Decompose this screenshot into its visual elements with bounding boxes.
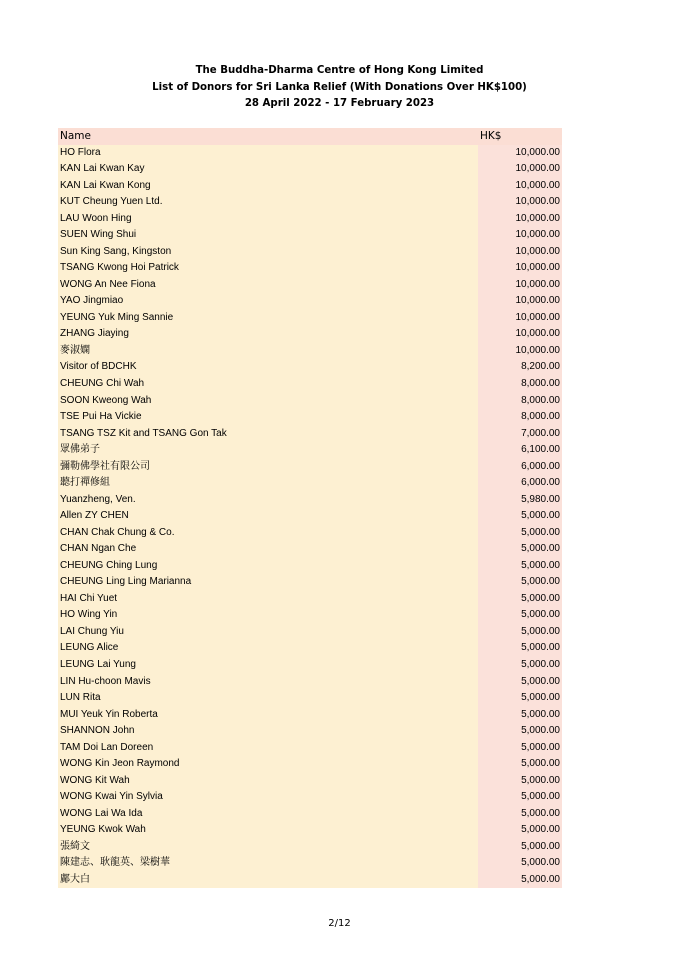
donation-amount: 5,000.00 [478,707,562,724]
table-row [58,789,562,806]
table-row [58,740,562,757]
donor-name: TSANG TSZ Kit and TSANG Gon Tak [58,426,478,443]
table-row [58,574,562,591]
donation-amount: 5,000.00 [478,822,562,839]
donation-amount: 5,000.00 [478,839,562,856]
table-row [58,855,562,872]
table-row [58,310,562,327]
donation-amount: 5,000.00 [478,541,562,558]
donation-amount: 5,000.00 [478,607,562,624]
document-header [0,63,679,113]
donation-amount: 10,000.00 [478,194,562,211]
donor-name: LEUNG Lai Yung [58,657,478,674]
donor-name: 眾佛弟子 [58,442,478,459]
table-row [58,442,562,459]
donation-amount: 5,000.00 [478,624,562,641]
donation-amount: 5,000.00 [478,508,562,525]
table-row [58,508,562,525]
donation-amount: 10,000.00 [478,293,562,310]
organization-name: The Buddha-Dharma Centre of Hong Kong Limited [195,65,484,76]
donor-name: LIN Hu-choon Mavis [58,674,478,691]
donor-name: WONG Lai Wa Ida [58,806,478,823]
donation-amount: 10,000.00 [478,145,562,162]
donation-amount: 10,000.00 [478,161,562,178]
donor-name: SHANNON John [58,723,478,740]
donation-amount: 5,000.00 [478,657,562,674]
donor-name: KAN Lai Kwan Kong [58,178,478,195]
donation-amount: 8,000.00 [478,409,562,426]
donation-amount: 8,200.00 [478,359,562,376]
donor-name: TAM Doi Lan Doreen [58,740,478,757]
amount-column-header: HK$ [478,128,562,145]
donation-amount: 5,000.00 [478,690,562,707]
donor-table [58,128,562,888]
table-row [58,211,562,228]
donor-name: MUI Yeuk Yin Roberta [58,707,478,724]
table-row [58,839,562,856]
table-row [58,393,562,410]
table-row [58,409,562,426]
table-row [58,558,562,575]
donor-name: HO Flora [58,145,478,162]
date-range: 28 April 2022 - 17 February 2023 [244,98,435,109]
donor-name: HO Wing Yin [58,607,478,624]
table-row [58,227,562,244]
donation-amount: 5,000.00 [478,558,562,575]
table-row [58,475,562,492]
donor-name: CHEUNG Ling Ling Marianna [58,574,478,591]
donation-amount: 5,000.00 [478,756,562,773]
donor-name: SUEN Wing Shui [58,227,478,244]
donation-amount: 8,000.00 [478,376,562,393]
donation-amount: 5,000.00 [478,640,562,657]
table-row [58,426,562,443]
donor-name: SOON Kweong Wah [58,393,478,410]
donation-amount: 5,000.00 [478,789,562,806]
donor-name: 彌勒佛學社有限公司 [58,459,478,476]
table-row [58,326,562,343]
donor-name: CHEUNG Ching Lung [58,558,478,575]
donor-name: ZHANG Jiaying [58,326,478,343]
donation-amount: 6,000.00 [478,475,562,492]
donor-name: Allen ZY CHEN [58,508,478,525]
donor-name: TSANG Kwong Hoi Patrick [58,260,478,277]
donor-name: CHEUNG Chi Wah [58,376,478,393]
page-number: 2/12 [328,918,351,929]
donation-amount: 5,000.00 [478,773,562,790]
donor-name: 張綺文 [58,839,478,856]
donation-amount: 6,000.00 [478,459,562,476]
donation-amount: 5,000.00 [478,591,562,608]
donor-name: LAU Woon Hing [58,211,478,228]
donation-amount: 10,000.00 [478,178,562,195]
table-row [58,591,562,608]
donor-name: Visitor of BDCHK [58,359,478,376]
donor-name: LUN Rita [58,690,478,707]
table-row [58,194,562,211]
donation-amount: 8,000.00 [478,393,562,410]
donor-name: 麥淑嫻 [58,343,478,360]
table-row [58,657,562,674]
table-row [58,872,562,889]
table-row [58,690,562,707]
table-row [58,459,562,476]
donation-amount: 5,000.00 [478,674,562,691]
donor-name: HAI Chi Yuet [58,591,478,608]
table-row [58,492,562,509]
donor-name: KUT Cheung Yuen Ltd. [58,194,478,211]
donation-amount: 10,000.00 [478,211,562,228]
donor-name: 鄺大白 [58,872,478,889]
document-title: List of Donors for Sri Lanka Relief (With Donations Over HK$100) [152,81,527,93]
name-column-header: Name [58,128,478,145]
table-row [58,525,562,542]
table-row [58,293,562,310]
donation-amount: 5,000.00 [478,872,562,889]
donor-name: 聽打禪修組 [58,475,478,492]
donation-amount: 10,000.00 [478,326,562,343]
donor-name: Sun King Sang, Kingston [58,244,478,261]
table-row [58,161,562,178]
table-row [58,277,562,294]
table-row [58,607,562,624]
donation-amount: 10,000.00 [478,343,562,360]
donation-amount: 10,000.00 [478,310,562,327]
table-row [58,806,562,823]
table-row [58,640,562,657]
table-row [58,822,562,839]
table-row [58,260,562,277]
donation-amount: 10,000.00 [478,227,562,244]
table-row [58,178,562,195]
donation-amount: 5,000.00 [478,574,562,591]
donor-name: LAI Chung Yiu [58,624,478,641]
donor-name: WONG Kwai Yin Sylvia [58,789,478,806]
table-row [58,376,562,393]
donation-amount: 10,000.00 [478,260,562,277]
table-row [58,773,562,790]
table-row [58,674,562,691]
donation-amount: 10,000.00 [478,244,562,261]
donation-amount: 5,000.00 [478,723,562,740]
table-row [58,343,562,360]
table-row [58,707,562,724]
donation-amount: 7,000.00 [478,426,562,443]
donation-amount: 10,000.00 [478,277,562,294]
table-row [58,756,562,773]
donor-name: WONG Kin Jeon Raymond [58,756,478,773]
table-row [58,723,562,740]
donor-name: LEUNG Alice [58,640,478,657]
table-row [58,359,562,376]
donor-name: Yuanzheng, Ven. [58,492,478,509]
donor-name: TSE Pui Ha Vickie [58,409,478,426]
donor-name: 陳建志、耿龍英、梁樹華 [58,855,478,872]
donor-name: CHAN Chak Chung & Co. [58,525,478,542]
donation-amount: 5,000.00 [478,525,562,542]
donor-name: YEUNG Kwok Wah [58,822,478,839]
donor-name: KAN Lai Kwan Kay [58,161,478,178]
donation-amount: 5,000.00 [478,806,562,823]
donor-name: YAO Jingmiao [58,293,478,310]
donation-amount: 5,980.00 [478,492,562,509]
donor-rows [58,145,562,889]
donation-amount: 5,000.00 [478,855,562,872]
table-row [58,624,562,641]
donor-name: YEUNG Yuk Ming Sannie [58,310,478,327]
donation-amount: 6,100.00 [478,442,562,459]
donor-name: WONG Kit Wah [58,773,478,790]
table-row [58,145,562,162]
donation-amount: 5,000.00 [478,740,562,757]
donor-name: CHAN Ngan Che [58,541,478,558]
table-row [58,541,562,558]
table-row [58,244,562,261]
donor-name: WONG An Nee Fiona [58,277,478,294]
table-header-row [58,128,562,145]
